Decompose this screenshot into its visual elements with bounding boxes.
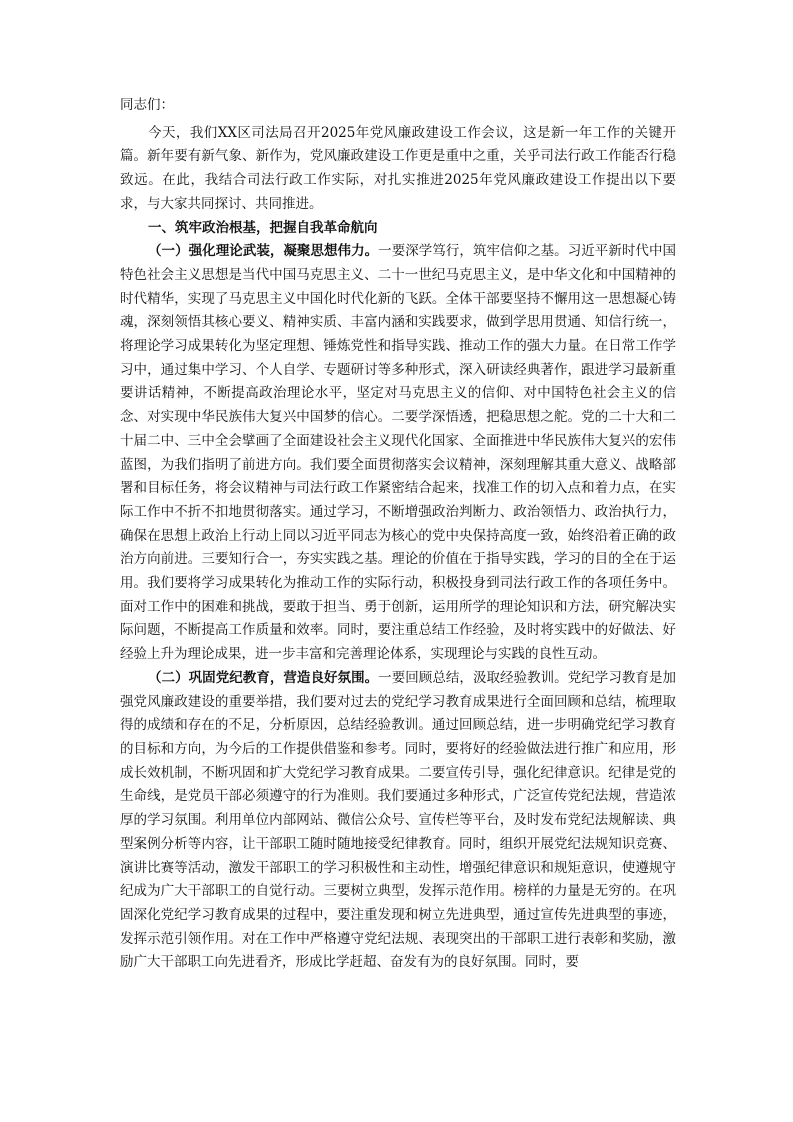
section-heading-1: 一、筑牢政治根基，把握自我革命航向	[148, 219, 378, 236]
subsection-paragraph-2	[120, 667, 676, 975]
subsection-lead-2: （二）巩固党纪教育，营造良好氛围。	[148, 669, 379, 686]
subsection-paragraph-1	[120, 240, 676, 667]
subsection-body-2: 一要回顾总结，汲取经验教训。党纪学习教育是加强党风廉政建设的重要举措，我们要对过去的党纪学习教育成果进行全面回顾和总结，梳理取得的成绩和存在的不足，分析原因，总结经验教训。通过回顾总结，进一步明确党纪学习教育的目标和方向，为今后的工作提供借鉴和参考。同时，要将好的经验做法进行推广和应用，形成长效机制，不断巩固和扩大党纪学习教育成果。二要宣传引导，强化纪律意识。纪律是党的生命线，是党员干部必须遵守的行为准则。我们要通过多种形式，广泛宣传党纪法规，营造浓厚的学习氛围。利用单位内部网站、微信公众号、宣传栏等平台，及时发布党纪法规解读、典型案例分析等内容，让干部职工随时随地接受纪律教育。同时，组织开展党纪法规知识竞赛、演讲比赛等活动，激发干部职工的学习积极性和主动性，增强纪律意识和规矩意识，使遵规守纪成为广大干部职工的自觉行动。三要树立典型，发挥示范作用。榜样的力量是无穷的。在巩固深化党纪学习教育成果的过程中，要注重发现和树立先进典型，通过宣传先进典型的事迹，发挥示范引领作用。对在工作中严格遵守党纪法规、表现突出的干部职工进行表彰和奖励，激励广大干部职工向先进看齐，形成比学赶超、奋发有为的良好氛围。同时，要	[120, 669, 677, 971]
salutation: 同志们：	[120, 97, 174, 113]
subsection-body-1: 一要深学笃行，筑牢信仰之基。习近平新时代中国特色社会主义思想是当代中国马克思主义、二十一世纪马克思主义，是中华文化和中国精神的时代精华，实现了马克思主义中国化时代化新的飞跃。全体干部要坚持不懈用这一思想凝心铸魂，深刻领悟其核心要义、精神实质、丰富内涵和实践要求，做到学思用贯通、知信行统一，将理论学习成果转化为坚定理想、锤炼党性和指导实践、推动工作的强大力量。在日常工作学习中，通过集中学习、个人自学、专题研讨等多种形式，深入研读经典著作，跟进学习最新重要讲话精神，不断提高政治理论水平，坚定对马克思主义的信仰、对中国特色社会主义的信念、对实现中华民族伟大复兴中国梦的信心。二要学深悟透，把稳思想之舵。党的二十大和二十届二中、三中全会擘画了全面建设社会主义现代化国家、全面推进中华民族伟大复兴的宏伟蓝图，为我们指明了前进方向。我们要全面贯彻落实会议精神，深刻理解其重大意义、战略部署和目标任务，将会议精神与司法行政工作紧密结合起来，找准工作的切入点和着力点，在实际工作中不折不扣地贯彻落实。通过学习，不断增强政治判断力、政治领悟力、政治执行力，确保在思想上政治上行动上同以习近平同志为核心的党中央保持高度一致，始终沿着正确的政治方向前进。三要知行合一，夯实实践之基。理论的价值在于指导实践，学习的目的全在于运用。我们要将学习成果转化为推动工作的实际行动，积极投身到司法行政工作的各项任务中。面对工作中的困难和挑战，要敢于担当、勇于创新，运用所学的理论知识和方法，研究解决实际问题，不断提高工作质量和效率。同时，要注重总结工作经验，及时将实践中的好做法、好经验上升为理论成果，进一步丰富和完善理论体系，实现理论与实践的良性互动。	[120, 243, 677, 663]
document-page	[120, 94, 676, 975]
intro-paragraph: 今天，我们XX区司法局召开2025年党风廉政建设工作会议，这是新一年工作的关键开篇。新年要有新气象、新作为，党风廉政建设工作更是重中之重，关乎司法行政工作能否行稳致远。在此，我结合司法行政工作实际，对扎实推进2025年党风廉政建设工作提出以下要求，与大家共同探讨、共同推进。	[120, 124, 676, 212]
subsection-lead-1: （一）强化理论武装，凝聚思想伟力。	[148, 243, 379, 260]
